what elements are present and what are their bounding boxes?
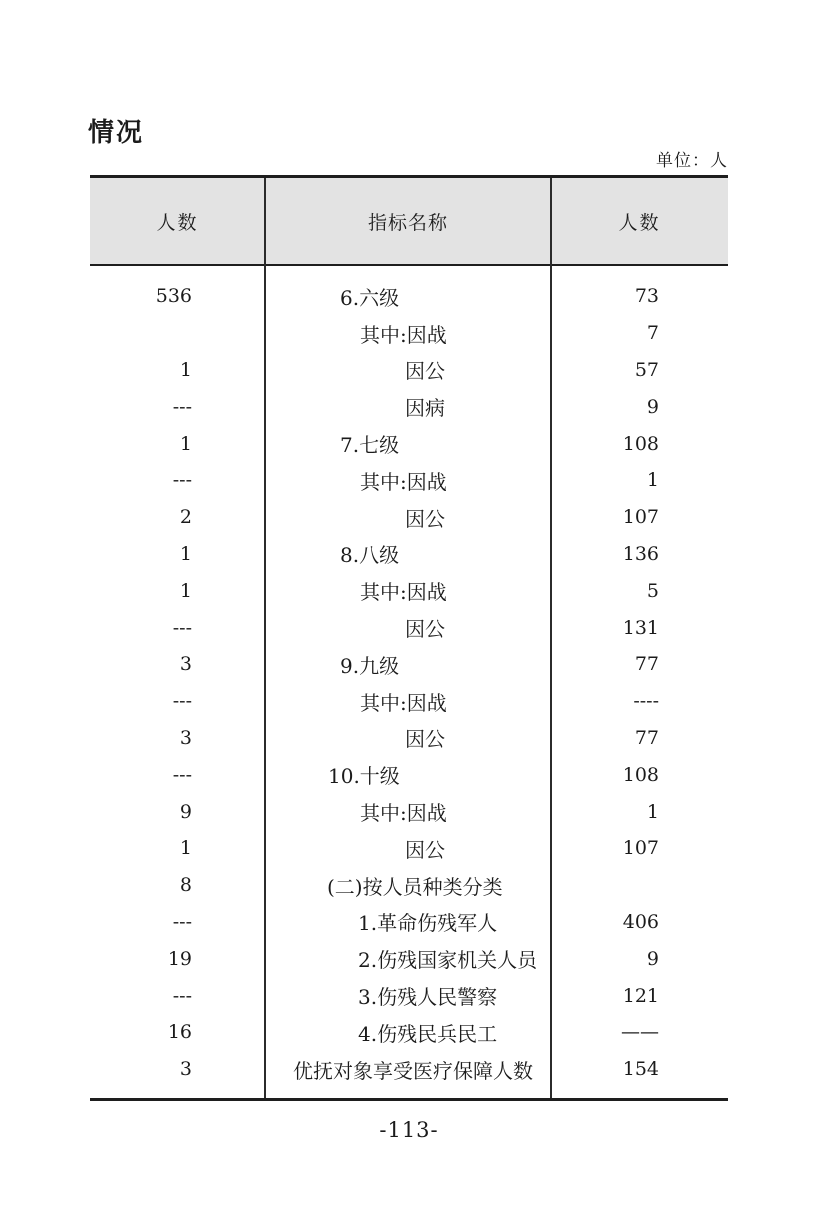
left-count-cell: 1 [179,358,192,381]
table-row [90,352,728,389]
header-left-count: 人数 [156,211,199,234]
page-title: 情况 [88,118,145,148]
indicator-cell: 其中:因战 [360,580,447,605]
indicator-cell: 其中:因战 [360,469,447,494]
unit-label: 单位：人 [656,151,728,171]
table-row [90,867,728,904]
left-count-cell: 8 [179,874,192,897]
right-count-cell: 121 [622,984,659,1007]
left-count-cell: 536 [155,285,192,308]
table-header-row [90,178,728,266]
left-count-cell: --- [172,984,192,1007]
column-divider-left [264,178,266,1098]
indicator-cell: 7.七级 [340,433,400,458]
indicator-cell: 其中:因战 [360,322,447,347]
left-count-cell: 1 [179,542,192,565]
indicator-cell: 优抚对象享受医疗保障人数 [293,1058,533,1083]
table-row [90,904,728,941]
table-row [90,683,728,720]
column-divider-right [550,178,552,1098]
indicator-cell: 因公 [405,727,445,752]
table-row [90,609,728,646]
left-count-cell: --- [172,395,192,418]
right-count-cell: 5 [646,579,659,602]
left-count-cell: --- [172,469,192,492]
right-count-cell: 107 [622,506,659,529]
right-count-cell: 73 [634,285,659,308]
right-count-cell: 9 [646,947,659,970]
right-count-cell: —— [621,1021,659,1044]
left-count-cell: --- [172,616,192,639]
indicator-cell: 因病 [405,396,445,421]
table-body [90,266,728,1098]
indicator-cell: 其中:因战 [360,801,447,826]
indicator-cell: 其中:因战 [360,690,447,715]
header-right-count: 人数 [618,211,661,234]
left-count-cell: 1 [179,837,192,860]
right-count-cell: 108 [622,432,659,455]
right-count-cell: 406 [622,910,659,933]
indicator-cell: 8.八级 [340,543,400,568]
indicator-cell: 10.十级 [328,764,400,789]
table-row [90,462,728,499]
header-indicator-name: 指标名称 [367,211,448,234]
right-count-cell: 154 [622,1058,659,1081]
table-row [90,499,728,536]
indicator-cell: 6.六级 [340,285,400,310]
table-row [90,830,728,867]
table-row [90,977,728,1014]
left-count-cell: 9 [179,800,192,823]
right-count-cell: 131 [622,616,659,639]
left-count-cell: 3 [179,726,192,749]
indicator-cell: 因公 [405,617,445,642]
table-row [90,536,728,573]
right-count-cell: 57 [634,358,659,381]
left-count-cell: 19 [167,947,192,970]
left-count-cell: --- [172,763,192,786]
right-count-cell: 7 [646,322,659,345]
right-count-cell: 1 [646,469,659,492]
page-number: -113- [379,1118,439,1142]
indicator-cell: 因公 [405,359,445,384]
indicator-cell: 1.革命伤残军人 [358,911,498,936]
table-row [90,278,728,315]
statistics-table [90,175,728,1101]
table-row [90,720,728,757]
left-count-cell: --- [172,910,192,933]
right-count-cell: 77 [634,726,659,749]
right-count-cell: 9 [646,395,659,418]
left-count-cell: 1 [179,432,192,455]
right-count-cell: ---- [633,690,659,713]
left-count-cell: 2 [179,506,192,529]
table-row [90,1051,728,1088]
indicator-cell: 因公 [405,506,445,531]
left-count-cell: 3 [179,653,192,676]
table-row [90,388,728,425]
right-count-cell: 108 [622,763,659,786]
indicator-cell: 9.九级 [340,653,400,678]
table-row [90,940,728,977]
indicator-cell: 4.伤残民兵民工 [358,1021,498,1046]
indicator-cell: 2.伤残国家机关人员 [358,948,538,973]
indicator-cell: 因公 [405,837,445,862]
right-count-cell: 136 [622,542,659,565]
table-row [90,756,728,793]
indicator-cell: (二)按人员种类分类 [327,874,503,899]
right-count-cell: 107 [622,837,659,860]
right-count-cell: 77 [634,653,659,676]
left-count-cell: 1 [179,579,192,602]
table-row [90,572,728,609]
table-row [90,793,728,830]
table-row [90,646,728,683]
table-row [90,425,728,462]
indicator-cell: 3.伤残人民警察 [358,985,498,1010]
table-row [90,1014,728,1051]
right-count-cell: 1 [646,800,659,823]
left-count-cell: 3 [179,1058,192,1081]
left-count-cell: --- [172,690,192,713]
left-count-cell: 16 [167,1021,192,1044]
table-row [90,315,728,352]
